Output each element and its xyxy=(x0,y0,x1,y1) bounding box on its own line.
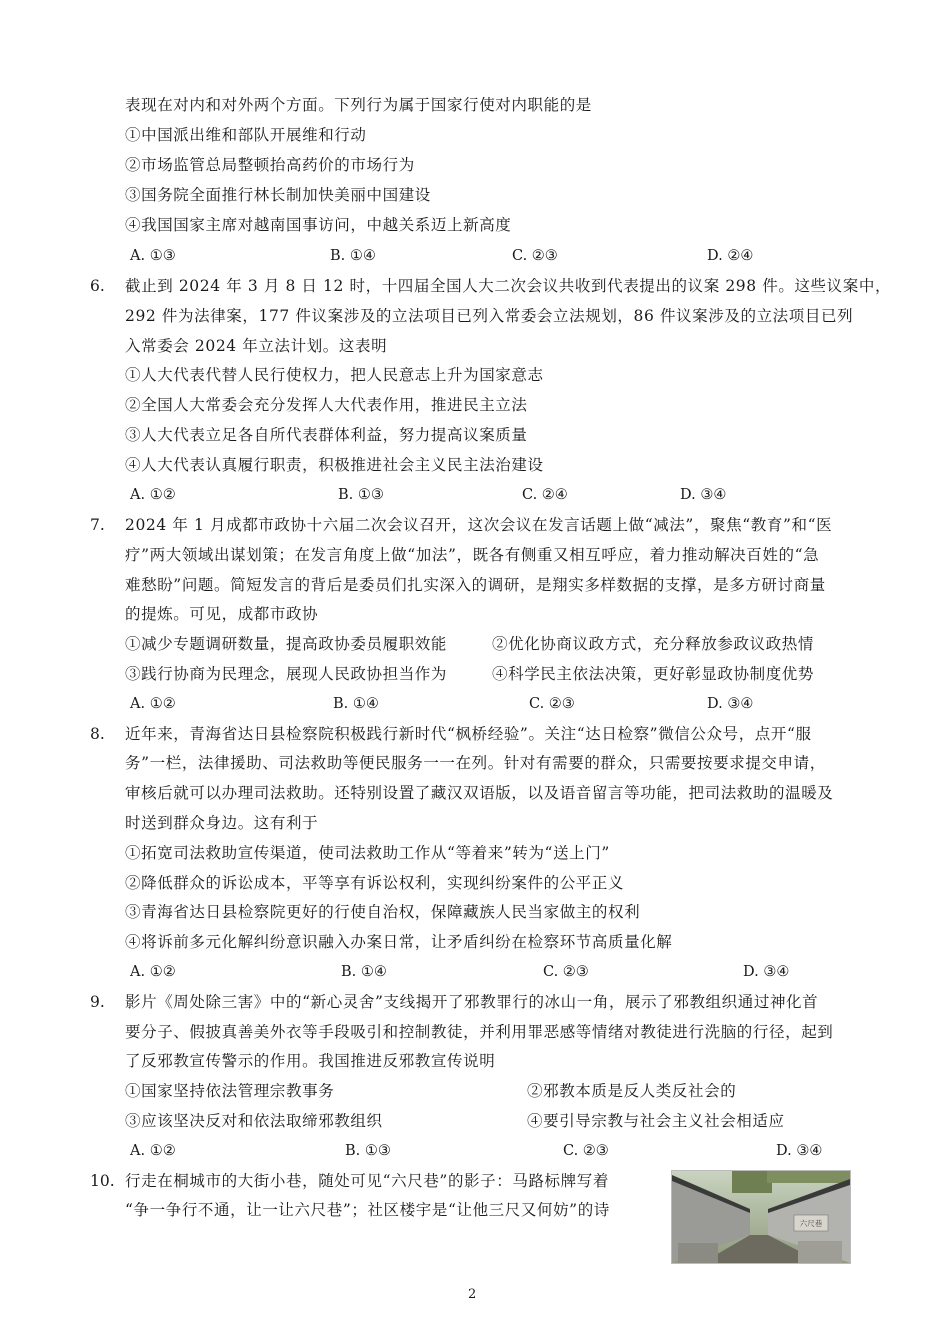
q5-statement-4: ④我国国家主席对越南国事访问，中越关系迈上新高度 xyxy=(125,216,512,234)
q5-statement-1: ①中国派出维和部队开展维和行动 xyxy=(125,126,367,144)
q8-statement-2: ②降低群众的诉讼成本，平等享有诉讼权利，实现纠纷案件的公平正义 xyxy=(125,874,625,892)
q8-stem-line-4: 时送到群众身边。这有利于 xyxy=(125,814,319,832)
q7-option-d: D. ③④ xyxy=(707,696,754,712)
q7-statement-3: ③践行协商为民理念，展现人民政协担当作为 xyxy=(125,665,448,683)
q8-statement-3: ③青海省达日县检察院更好的行使自治权，保障藏族人民当家做主的权利 xyxy=(125,903,641,921)
q6-number: 6. xyxy=(90,277,105,295)
q8-statement-1: ①拓宽司法救助宣传渠道，使司法救助工作从“等着来”转为“送上门” xyxy=(125,844,610,862)
q9-option-d: D. ③④ xyxy=(776,1143,823,1159)
q9-statement-2: ②邪教本质是反人类反社会的 xyxy=(527,1082,737,1100)
q8-stem-line-1: 近年来，青海省达日县检察院积极践行新时代“枫桥经验”。关注“达日检察”微信公众号，点开“服 xyxy=(125,725,812,743)
q9-statement-4: ④要引导宗教与社会主义社会相适应 xyxy=(527,1112,785,1130)
q6-stem-line-1: 截止到 2024 年 3 月 8 日 12 时，十四届全国人大二次会议共收到代表提出的议案 298 件。这些议案中， xyxy=(125,277,892,295)
q5-statement-2: ②市场监管总局整顿抬高药价的市场行为 xyxy=(125,156,415,174)
q6-option-c: C. ②④ xyxy=(522,487,568,503)
q8-stem-line-2: 务”一栏，法律援助、司法救助等便民服务一一在列。针对有需要的群众，只需要按要求提交申请， xyxy=(125,754,826,772)
q7-option-b: B. ①④ xyxy=(333,696,379,712)
alley-sign: 六尺巷 xyxy=(799,1219,823,1228)
q9-stem-line-1: 影片《周处除三害》中的“新心灵舍”支线揭开了邪教罪行的冰山一角，展示了邪教组织通过神化首 xyxy=(125,993,819,1011)
q10-stem-line-2: “争一争行不通，让一让六尺巷”；社区楼宇是“让他三尺又何妨”的诗 xyxy=(125,1201,610,1219)
q7-number: 7. xyxy=(90,516,105,534)
q9-option-c: C. ②③ xyxy=(563,1143,609,1159)
q8-statement-4: ④将诉前多元化解纠纷意识融入办案日常，让矛盾纠纷在检察环节高质量化解 xyxy=(125,933,673,951)
q8-option-c: C. ②③ xyxy=(543,964,589,980)
q5-option-d: D. ②④ xyxy=(707,248,754,264)
page-number: 2 xyxy=(468,1287,477,1302)
q7-statement-4: ④科学民主依法决策，更好彰显政协制度优势 xyxy=(492,665,815,683)
q7-option-a: A. ①② xyxy=(130,696,176,712)
q6-statement-2: ②全国人大常委会充分发挥人大代表作用，推进民主立法 xyxy=(125,396,528,414)
q9-option-a: A. ①② xyxy=(130,1143,176,1159)
q6-option-d: D. ③④ xyxy=(680,487,727,503)
q7-stem-line-2: 疗”两大领域出谋划策；在发言角度上做“加法”，既各有侧重又相互呼应，着力推动解决百姓的“急 xyxy=(125,546,820,564)
q6-statement-1: ①人大代表代替人民行使权力，把人民意志上升为国家意志 xyxy=(125,366,544,384)
q7-statement-2: ②优化协商议政方式，充分释放参政议政热情 xyxy=(492,635,815,653)
q7-statement-1: ①减少专题调研数量，提高政协委员履职效能 xyxy=(125,635,448,653)
q6-statement-3: ③人大代表立足各自所代表群体利益，努力提高议案质量 xyxy=(125,426,528,444)
q8-number: 8. xyxy=(90,725,105,743)
q9-number: 9. xyxy=(90,993,105,1011)
q6-stem-line-2: 292 件为法律案，177 件议案涉及的立法项目已列入常委会立法规划，86 件议案涉及的立法项目已列 xyxy=(125,307,854,325)
q6-option-b: B. ①③ xyxy=(338,487,384,503)
q8-option-b: B. ①④ xyxy=(341,964,387,980)
q6-statement-4: ④人大代表认真履行职责，积极推进社会主义民主法治建设 xyxy=(125,456,544,474)
q9-statement-1: ①国家坚持依法管理宗教事务 xyxy=(125,1082,335,1100)
q9-statement-3: ③应该坚决反对和依法取缔邪教组织 xyxy=(125,1112,383,1130)
q8-option-a: A. ①② xyxy=(130,964,176,980)
q10-stem-line-1: 行走在桐城市的大街小巷，随处可见“六尺巷”的影子：马路标牌写着 xyxy=(125,1172,609,1190)
q5-option-c: C. ②③ xyxy=(512,248,558,264)
q8-option-d: D. ③④ xyxy=(743,964,790,980)
q9-option-b: B. ①③ xyxy=(345,1143,391,1159)
q7-stem-line-1: 2024 年 1 月成都市政协十六届二次会议召开，这次会议在发言话题上做“减法”，聚焦“教育”和“医 xyxy=(125,516,833,534)
q9-stem-line-2: 要分子、假披真善美外衣等手段吸引和控制教徒，并利用罪恶感等情绪对教徒进行洗脑的行径，起到 xyxy=(125,1023,834,1041)
q8-stem-line-3: 审核后就可以办理司法救助。还特别设置了藏汉双语版，以及语音留言等功能，把司法救助的温暖及 xyxy=(125,784,834,802)
q5-option-a: A. ①③ xyxy=(130,248,176,264)
q9-stem-line-3: 了反邪教宣传警示的作用。我国推进反邪教宣传说明 xyxy=(125,1052,496,1070)
q10-number: 10. xyxy=(90,1172,115,1190)
q7-stem-line-3: 难愁盼”问题。简短发言的背后是委员们扎实深入的调研，是翔实多样数据的支撑，是多方研讨商量 xyxy=(125,576,826,594)
q5-stem-continuation: 表现在对内和对外两个方面。下列行为属于国家行使对内职能的是 xyxy=(125,96,592,114)
q5-option-b: B. ①④ xyxy=(330,248,376,264)
six-foot-alley-photo xyxy=(671,1170,851,1264)
q6-stem-line-3: 入常委会 2024 年立法计划。这表明 xyxy=(125,337,388,355)
q7-option-c: C. ②③ xyxy=(529,696,575,712)
q7-stem-line-4: 的提炼。可见，成都市政协 xyxy=(125,605,319,623)
q5-statement-3: ③国务院全面推行林长制加快美丽中国建设 xyxy=(125,186,431,204)
q6-option-a: A. ①② xyxy=(130,487,176,503)
